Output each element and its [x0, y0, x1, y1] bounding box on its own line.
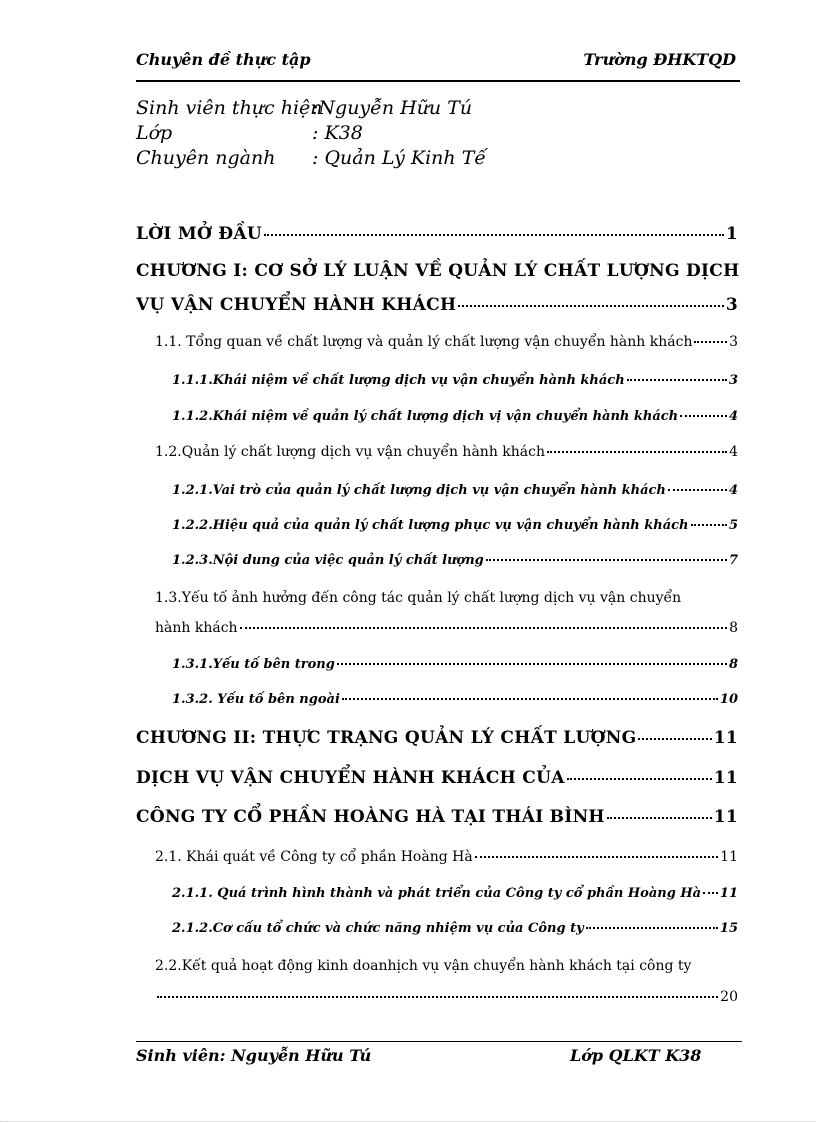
toc-leader [694, 341, 727, 343]
toc-leader [547, 451, 727, 453]
toc-page: 3 [729, 334, 738, 350]
toc-title: CHƯƠNG II: THỰC TRẠNG QUẢN LÝ CHẤT LƯỢNG [136, 728, 637, 748]
toc-entry[interactable] [172, 483, 738, 498]
toc-title[interactable]: 1.3.Yếu tố ảnh hưởng đến công tác quản lý chất lượng dịch vụ vận chuyển [155, 590, 682, 606]
toc-page: 10 [719, 692, 738, 707]
toc-title: 2.1.2.Cơ cấu tổ chức và chức năng nhiệm vụ của Công ty [172, 921, 584, 936]
toc-entry[interactable] [136, 768, 738, 788]
toc-entry[interactable] [172, 921, 738, 936]
toc-leader [586, 927, 718, 929]
toc-page: 8 [728, 657, 738, 672]
toc-title: 2.1. Khái quát về Công ty cổ phần Hoàng Hà [155, 849, 473, 865]
toc-entry[interactable] [172, 886, 738, 901]
toc-entry[interactable] [172, 692, 738, 707]
toc-leader [703, 892, 718, 894]
toc-leader [240, 627, 728, 629]
toc-title: LỜI MỞ ĐẦU [136, 224, 263, 244]
toc-leader [264, 234, 724, 236]
toc-leader [691, 524, 727, 526]
toc-entry[interactable] [136, 295, 738, 315]
toc-title: 2.1.1. Quá trình hình thành và phát triển của Công ty cổ phần Hoàng Hà [172, 886, 702, 901]
info-label: Sinh viên thực hiện [136, 97, 323, 119]
toc-title: 1.1.1.Khái niệm về chất lượng dịch vụ vận chuyển hành khách [172, 373, 625, 388]
toc-page: 15 [719, 921, 738, 936]
toc-entry[interactable] [172, 553, 738, 568]
toc-entry[interactable] [155, 620, 738, 636]
page-header [136, 50, 740, 82]
toc-title: 1.2.1.Vai trò của quản lý chất lượng dịch vụ vận chuyển hành khách [172, 483, 666, 498]
toc-leader [337, 663, 727, 665]
info-value: :Nguyễn Hữu Tú [312, 97, 473, 119]
toc-leader [157, 996, 718, 998]
toc-title[interactable]: CHƯƠNG I: CƠ SỞ LÝ LUẬN VỀ QUẢN LÝ CHẤT LƯỢNG DỊCH [136, 261, 740, 281]
toc-leader [567, 778, 712, 780]
toc-page: 11 [713, 728, 738, 748]
toc-leader [638, 738, 711, 740]
toc-leader [342, 698, 718, 700]
toc-page: 8 [729, 620, 738, 636]
toc-title: hành khách [155, 620, 238, 636]
info-label: Lớp [136, 122, 173, 144]
info-label: Chuyên ngành [136, 147, 276, 169]
toc-page: 20 [720, 989, 738, 1005]
toc-page: 3 [728, 373, 738, 388]
toc-title: 1.3.2. Yếu tố bên ngoài [172, 692, 340, 707]
toc-entry[interactable] [172, 409, 738, 424]
toc-title: CÔNG TY CỔ PHẦN HOÀNG HÀ TẠI THÁI BÌNH [136, 807, 605, 827]
toc-title: 1.2.Quản lý chất lượng dịch vụ vận chuyển hành khách [155, 444, 545, 460]
header-right: Trường ĐHKTQD [583, 50, 736, 69]
toc-title: 1.2.2.Hiệu quả của quản lý chất lượng phục vụ vận chuyển hành khách [172, 518, 689, 533]
info-row [136, 121, 486, 146]
toc-page: 4 [729, 444, 738, 460]
toc-entry[interactable] [155, 444, 738, 460]
toc-leader [458, 305, 724, 307]
info-row [136, 96, 486, 121]
toc-entry[interactable] [172, 373, 738, 388]
toc-entry[interactable] [172, 518, 738, 533]
toc-leader [486, 559, 727, 561]
toc-leader [607, 817, 712, 819]
toc-title[interactable]: 2.2.Kết quả hoạt động kinh doanhịch vụ vận chuyển hành khách tại công ty [155, 958, 692, 974]
toc-title: 1.2.3.Nội dung của việc quản lý chất lượng [172, 553, 484, 568]
toc-title: 1.3.1.Yếu tố bên trong [172, 657, 335, 672]
toc-leader [475, 856, 718, 858]
toc-title: 1.1.2.Khái niệm về quản lý chất lượng dịch vị vận chuyển hành khách [172, 409, 679, 424]
toc-page: 1 [725, 224, 738, 244]
info-value: : Quản Lý Kinh Tế [312, 147, 487, 169]
toc-page: 7 [728, 553, 738, 568]
toc-entry[interactable] [136, 807, 738, 827]
toc-title: VỤ VẬN CHUYỂN HÀNH KHÁCH [136, 295, 457, 315]
header-left: Chuyên đề thực tập [136, 50, 311, 69]
student-info [136, 96, 486, 171]
page-footer [136, 1041, 742, 1065]
footer-right: Lớp QLKT K38 [570, 1046, 702, 1065]
toc-entry[interactable] [172, 657, 738, 672]
toc-entry[interactable] [136, 728, 738, 748]
toc-page: 11 [719, 886, 738, 901]
info-value: : K38 [312, 122, 363, 144]
toc-page: 5 [728, 518, 738, 533]
toc-leader [668, 489, 727, 491]
toc-leader [627, 379, 727, 381]
toc-entry[interactable] [136, 224, 738, 244]
toc-entry[interactable] [155, 334, 738, 350]
toc-leader [680, 415, 727, 417]
toc-page: 4 [728, 409, 738, 424]
toc-page: 11 [713, 807, 738, 827]
toc-page: 11 [720, 849, 738, 865]
toc-title: 1.1. Tổng quan về chất lượng và quản lý chất lượng vận chuyển hành khách [155, 334, 693, 350]
page-edge-divider [0, 1121, 816, 1122]
info-row [136, 146, 486, 171]
toc-page: 4 [728, 483, 738, 498]
footer-left: Sinh viên: Nguyễn Hữu Tú [136, 1046, 372, 1065]
toc-page: 3 [725, 295, 738, 315]
toc-title: DỊCH VỤ VẬN CHUYỂN HÀNH KHÁCH CỦA [136, 768, 565, 788]
toc-entry[interactable] [155, 989, 738, 1005]
toc-page: 11 [713, 768, 738, 788]
toc-entry[interactable] [155, 849, 738, 865]
